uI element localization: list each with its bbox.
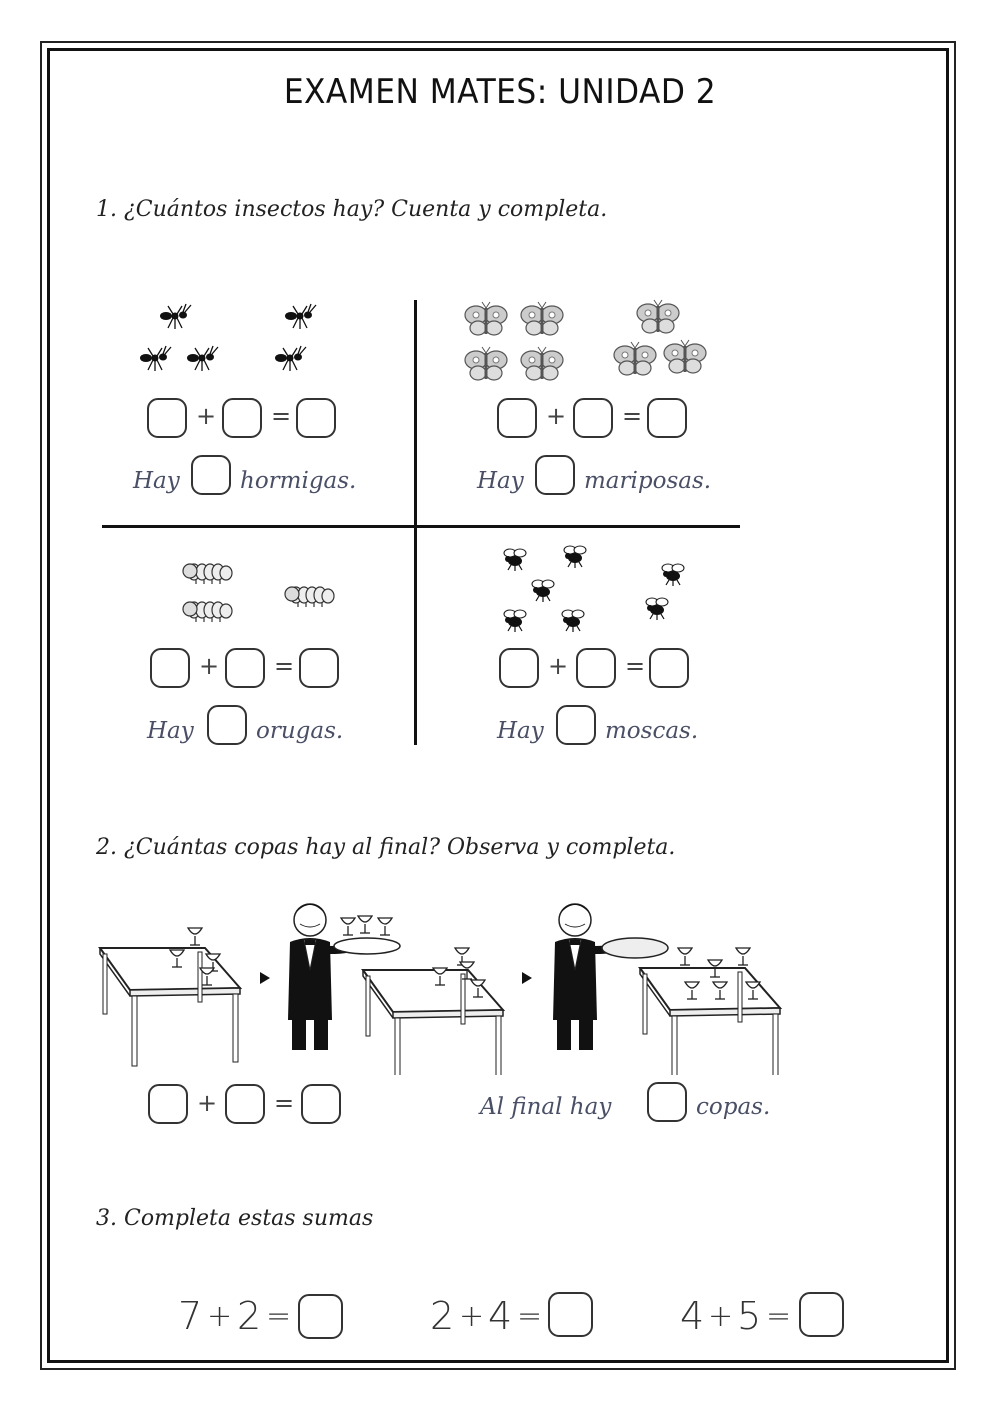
ants-label: hormigas.: [240, 468, 357, 494]
section1-instruction: 1. ¿Cuántos insectos hay? Cuenta y completa.: [96, 197, 608, 222]
butterflies-illustration: [460, 298, 720, 388]
waiter-glasses-illustration: [95, 890, 795, 1075]
glasses-answer-box-sum[interactable]: [301, 1084, 341, 1124]
sum3-equals: =: [766, 1299, 792, 1334]
flies-equals-sign: =: [625, 652, 646, 680]
flies-answer-box-a[interactable]: [499, 648, 539, 688]
sum2-operand-a: 2: [430, 1294, 455, 1338]
butterflies-answer-box-b[interactable]: [573, 398, 613, 438]
caterpillars-hay-text: Hay: [147, 718, 194, 744]
sum1-plus: +: [207, 1299, 233, 1334]
butterflies-plus-sign: +: [546, 402, 567, 430]
page-border-inner: [47, 48, 949, 1363]
butterflies-answer-box-a[interactable]: [497, 398, 537, 438]
sum1-equals: =: [266, 1299, 292, 1334]
caterpillars-equals-sign: =: [274, 652, 295, 680]
sum3-answer-box[interactable]: [799, 1292, 844, 1337]
sum2-equals: =: [517, 1299, 543, 1334]
sum1-operand-b: 2: [237, 1294, 262, 1338]
sum3-plus: +: [708, 1299, 734, 1334]
caterpillars-answer-box-sum[interactable]: [299, 648, 339, 688]
page-title: EXAMEN MATES: UNIDAD 2: [283, 72, 717, 112]
glasses-final-prefix: Al final hay: [480, 1094, 612, 1120]
butterflies-total-box[interactable]: [535, 455, 575, 495]
ants-plus-sign: +: [196, 402, 217, 430]
ants-total-box[interactable]: [191, 455, 231, 495]
ants-answer-box-sum[interactable]: [296, 398, 336, 438]
butterflies-hay-text: Hay: [477, 468, 524, 494]
glasses-answer-box-a[interactable]: [148, 1084, 188, 1124]
ants-answer-box-b[interactable]: [222, 398, 262, 438]
glasses-answer-box-b[interactable]: [225, 1084, 265, 1124]
flies-answer-box-b[interactable]: [576, 648, 616, 688]
caterpillars-label: orugas.: [256, 718, 344, 744]
butterflies-label: mariposas.: [584, 468, 712, 494]
ants-answer-box-a[interactable]: [147, 398, 187, 438]
butterflies-equals-sign: =: [622, 402, 643, 430]
section3-instruction: 3. Completa estas sumas: [96, 1206, 374, 1231]
glasses-final-suffix: copas.: [696, 1094, 771, 1120]
quadrant-divider-vertical: [414, 300, 417, 745]
glasses-equals-sign: =: [274, 1089, 295, 1117]
section2-instruction: 2. ¿Cuántas copas hay al final? Observa y completa.: [96, 835, 676, 860]
glasses-plus-sign: +: [197, 1089, 218, 1117]
flies-label: moscas.: [605, 718, 699, 744]
caterpillars-total-box[interactable]: [207, 705, 247, 745]
sum1-answer-box[interactable]: [298, 1294, 343, 1339]
sum1-operand-a: 7: [178, 1294, 203, 1338]
sum2-plus: +: [459, 1299, 485, 1334]
glasses-final-box[interactable]: [647, 1082, 687, 1122]
ants-equals-sign: =: [271, 402, 292, 430]
caterpillars-answer-box-a[interactable]: [150, 648, 190, 688]
sum2-answer-box[interactable]: [548, 1292, 593, 1337]
butterflies-answer-box-sum[interactable]: [647, 398, 687, 438]
caterpillars-plus-sign: +: [199, 652, 220, 680]
sum2-operand-b: 4: [488, 1294, 513, 1338]
caterpillars-illustration: [180, 555, 340, 630]
sum3-operand-b: 5: [737, 1294, 762, 1338]
flies-total-box[interactable]: [556, 705, 596, 745]
flies-answer-box-sum[interactable]: [649, 648, 689, 688]
sum3-operand-a: 4: [680, 1294, 705, 1338]
flies-hay-text: Hay: [497, 718, 544, 744]
quadrant-divider-horizontal: [102, 525, 740, 528]
flies-plus-sign: +: [548, 652, 569, 680]
ants-hay-text: Hay: [133, 468, 180, 494]
flies-illustration: [495, 542, 695, 637]
caterpillars-answer-box-b[interactable]: [225, 648, 265, 688]
ants-illustration: [130, 298, 330, 383]
